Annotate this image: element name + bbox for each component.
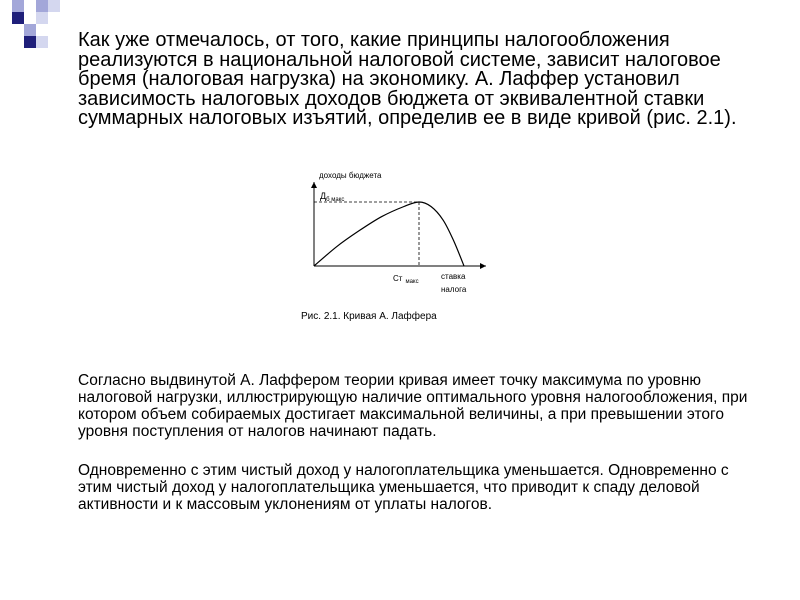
max-income-label-main: Д	[320, 191, 327, 201]
y-axis-label: доходы бюджета	[319, 171, 382, 180]
max-rate-label-main: Ст	[393, 274, 403, 283]
decor-square-2	[36, 0, 48, 12]
figure-caption: Рис. 2.1. Кривая А. Лаффера	[301, 311, 437, 322]
decor-square-6	[24, 24, 36, 36]
theory-paragraph: Согласно выдвинутой А. Лаффером теории кривая имеет точку максимума по уровню налоговой нагрузки, иллюстрирующую наличие оптимального уровня налогообложения, при котором объем собираемых достигает максимальной величины, а при превышении этого уровня поступления от налогов начинают падать.	[78, 372, 748, 440]
decor-square-5	[36, 12, 48, 24]
decor-square-3	[48, 0, 60, 12]
laffer-curve	[314, 202, 464, 266]
intro-paragraph: Как уже отмечалось, от того, какие принципы налогообложения реализуются в национальной налоговой системе, зависит налоговое бремя (налоговая нагрузка) на экономику. А. Лаффер установил зависимость налоговых доходов бюджета от эквивалентной ставки суммарных налоговых изъятий, определив ее в виде кривой (рис. 2.1).	[78, 29, 737, 129]
x-axis-label-line2: налога	[441, 285, 467, 294]
decor-square-8	[36, 36, 48, 48]
max-rate-label	[393, 274, 419, 285]
decor-square-7	[24, 36, 36, 48]
laffer-chart	[290, 162, 500, 307]
decor-square-4	[12, 12, 24, 24]
decor-square-1	[12, 0, 24, 12]
max-income-label	[320, 191, 344, 203]
max-income-label-sub: б макс	[326, 197, 345, 203]
x-axis-label-line1: ставка	[441, 272, 466, 281]
max-rate-label-sub: макс	[405, 279, 419, 285]
consequence-paragraph: Одновременно с этим чистый доход у налогоплательщика уменьшается. Одновременно с этим чистый доход у налогоплательщика уменьшается, что приводит к спаду деловой активности и к массовым уклонениям от уплаты налогов.	[78, 462, 729, 513]
